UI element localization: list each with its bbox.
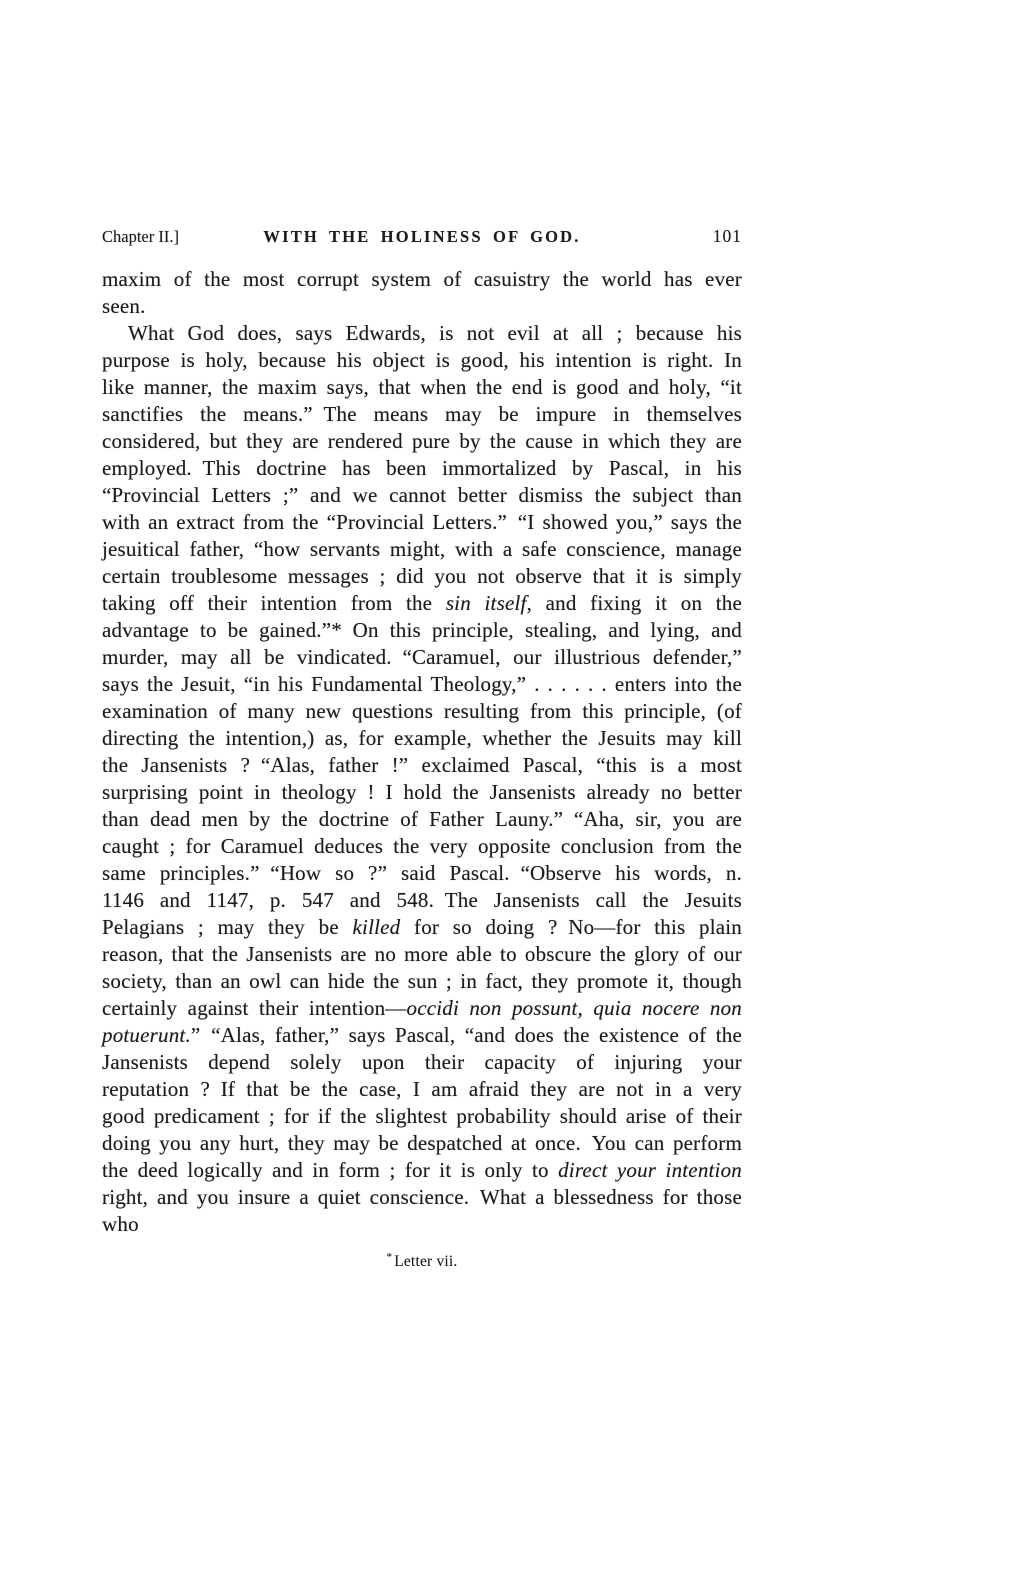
running-header [102, 226, 742, 247]
footnote-text: Letter vii. [394, 1253, 458, 1271]
italic-text-run: sin itself [445, 591, 527, 615]
footnote-marker: * [386, 1251, 393, 1263]
text-run: , and fixing it on the advantage to be gained.”* On this principle, stealing, and lying, and murder, may all be vindicated. “Caramuel, our illustrious defender,” says the Jesuit, “in his Fundamental Theology,” . . . . . . enters into the examination of many new questions resulting from this principle, (of directing the intention,) as, for example, whether the Jesuits may kill the Jansenists ? “Alas, father !” exclaimed Pascal, “this is a most surprising point in theology ! I hold the Jansenists already no better than dead men by the doctrine of Father Launy.” “Aha, sir, you are caught ; for Caramuel deduces the very opposite conclusion from the same principles.” “How so ?” said Pascal. “Observe his words, n. 1146 and 1147, p. 547 and 548. The Jansenists call the Jesuits Pelagians ; may they be [102, 591, 743, 939]
text-run: for so doing ? No—for this plain reason, that the Jansenists are no more able to obscure the glory of our society, than an owl can hide the sun ; in fact, they promote it, though certainly against their intention— [102, 915, 742, 1020]
italic-text-run: killed [352, 915, 401, 939]
running-title: WITH THE HOLINESS OF GOD. [263, 227, 581, 246]
page-number: 101 [712, 226, 742, 246]
text-run: ” “Alas, father,” says Pascal, “and does the existence of the Jansenists depend solely upon their capacity of injuring your reputation ? If that be the case, I am afraid they are not in a very good predicament ; for if the slightest probability should arise of their doing you any hurt, they may be despatched at once. You can perform the deed logically and in form ; for it is only to [102, 1023, 742, 1182]
paragraph [102, 320, 742, 1238]
page-body [102, 266, 742, 1238]
paragraph [102, 266, 742, 320]
text-run: maxim of the most corrupt system of casuistry the world has ever seen. [102, 267, 742, 318]
text-column [102, 226, 742, 1271]
footnote [102, 1251, 742, 1271]
text-run: right, and you insure a quiet conscience. What a blessedness for those who [102, 1185, 742, 1236]
text-run: What God does, says Edwards, is not evil at all ; because his purpose is holy, because his object is good, his intention is right. In like manner, the maxim says, that when the end is good and holy, “it sanctifies the means.” The means may be impure in themselves considered, but they are rendered pure by the cause in which they are employed. This doctrine has been immortalized by Pascal, in his “Provincial Letters ;” and we cannot better dismiss the subject than with an extract from the “Provincial Letters.” “I showed you,” says the jesuitical father, “how servants might, with a safe conscience, manage certain troublesome messages ; did you not observe that it is simply taking off their intention from the [102, 321, 742, 615]
italic-text-run: direct your intention [558, 1158, 742, 1182]
chapter-label: Chapter II.] [102, 227, 179, 246]
italic-text-run: occidi non possunt, quia nocere non potuerunt. [102, 996, 742, 1047]
